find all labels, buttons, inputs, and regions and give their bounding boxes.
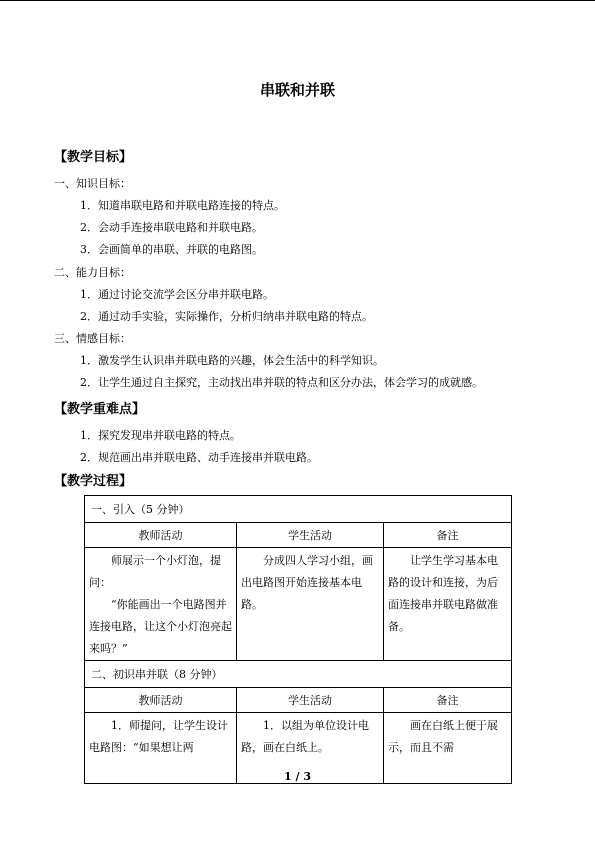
goal-knowledge-item: 1．知道串联电路和并联电路连接的特点。 [80,199,285,212]
goal-ability-heading: 二、能力目标： [54,266,131,279]
key-point-item: 2．规范画出串并联电路、动手连接串并联电路。 [80,451,318,464]
section-heading-goals: 【教学目标】 [54,150,133,165]
page-number: 1 / 3 [284,770,311,783]
process-table [84,495,512,784]
teacher-question: “你能画出一个电路图并连接电路，让这个小灯泡亮起来吗？” [89,598,232,655]
cell-student-activity: 分成四人学习小组，画出电路图开始连接基本电路。 [237,548,384,661]
section-heading-key-points: 【教学重难点】 [54,402,146,417]
column-header-note: 备注 [384,688,512,713]
cell-teacher-activity: 1．师提问，让学生设计电路图：“如果想让两 [85,713,237,784]
goal-emotion-heading: 三、情感目标： [54,332,131,345]
column-header-student: 学生活动 [237,523,384,548]
goal-knowledge-heading: 一、知识目标： [54,177,131,190]
table-section-intro-series-parallel: 二、初识串并联（8 分钟） [85,661,512,688]
goal-ability-item: 2．通过动手实验，实际操作，分析归纳串并联电路的特点。 [80,310,373,323]
goal-ability-item: 1．通过讨论交流学会区分串并联电路。 [80,288,274,301]
column-header-note: 备注 [384,523,512,548]
goal-knowledge-item: 2．会动手连接串联电路和并联电路。 [80,221,263,234]
cell-note: 让学生学习基本电路的设计和连接，为后面连接串并联电路做准备。 [384,548,512,661]
table-row [85,548,512,661]
column-header-student: 学生活动 [237,688,384,713]
goal-knowledge-item: 3．会画简单的串联、并联的电路图。 [80,243,263,256]
section-heading-process: 【教学过程】 [54,474,133,489]
teacher-text: 师展示一个小灯泡，提问： [89,554,221,589]
table-section-intro: 一、引入（5 分钟） [85,496,512,523]
goal-emotion-item: 1．激发学生认识串并联电路的兴趣，体会生活中的科学知识。 [80,354,384,367]
cell-teacher-activity [85,548,237,661]
column-header-teacher: 教师活动 [85,523,237,548]
goal-emotion-item: 2．让学生通过自主探究，主动找出串并联的特点和区分办法，体会学习的成就感。 [80,376,483,389]
column-header-teacher: 教师活动 [85,688,237,713]
key-point-item: 1．探究发现串并联电路的特点。 [80,429,241,442]
document-title: 串联和并联 [259,81,335,99]
cell-student-activity: 1．以组为单位设计电路，画在白纸上。 [237,713,384,784]
page-top-rule [0,0,595,1]
cell-note: 画在白纸上便于展示，而且不需 [384,713,512,784]
